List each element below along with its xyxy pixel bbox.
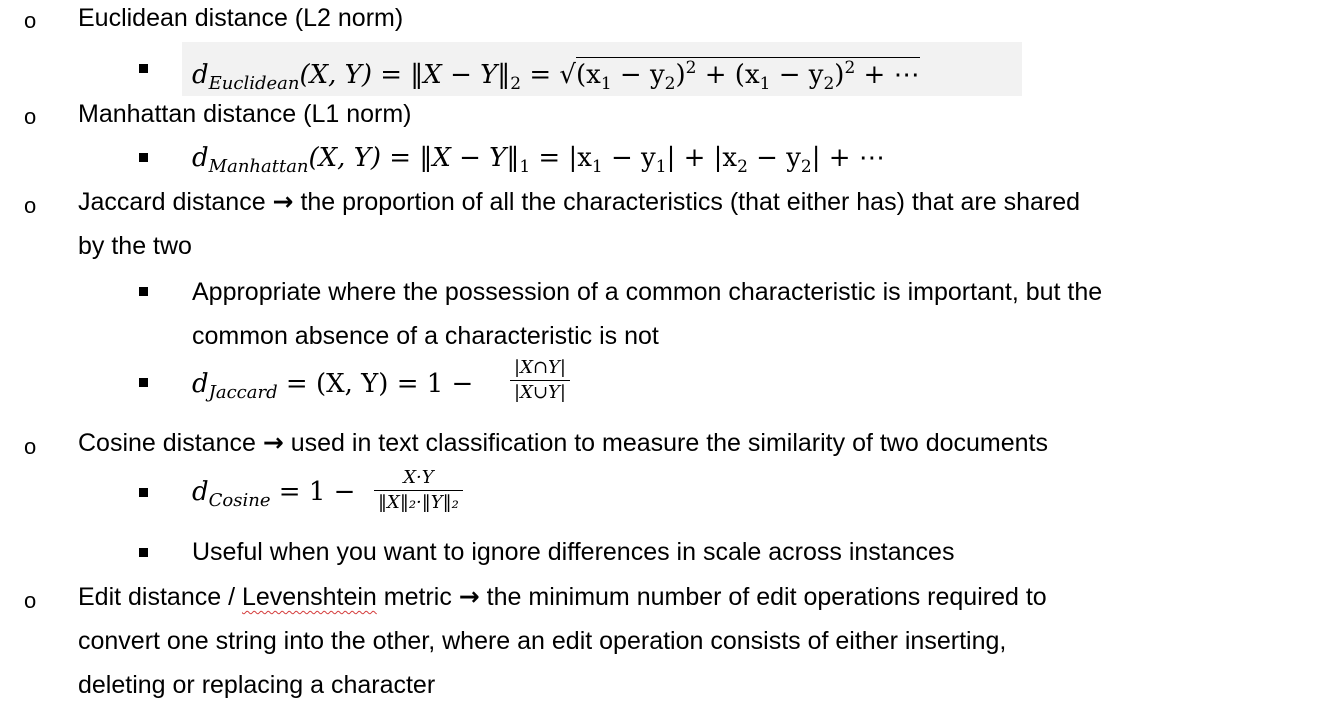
manhattan-formula: $d_{Manhattan}(X$, Y) = ‖X − $Y‖_1 = |x_1 - y_1| + |x_2 - y_2|$ + ⋯ <box>192 143 885 177</box>
arrow-right-icon: → <box>458 582 480 611</box>
jaccard-fraction <box>510 358 570 403</box>
fraction-line <box>374 490 463 491</box>
cosine-numerator: X·Y <box>403 467 434 488</box>
cosine-fraction <box>374 468 463 513</box>
cosine-title: Cosine distance → used in text classification to measure the similarity of two documents <box>78 428 1049 457</box>
bullet-square <box>139 287 148 296</box>
cosine-note: Useful when you want to ignore differences in scale across instances <box>192 538 955 566</box>
bullet-circle: o <box>24 8 37 33</box>
euclidean-title: Euclidean distance (L2 norm) <box>78 4 404 32</box>
jaccard-note-line2: common absence of a characteristic is not <box>192 322 659 350</box>
jaccard-formula: $d_{Jaccard} = (X$, Y) = 1 − <box>192 369 474 403</box>
cosine-formula: $d_{Cosine} = 1$ − <box>192 477 356 511</box>
manhattan-title: Manhattan distance (L1 norm) <box>78 100 412 128</box>
edit-line3: deleting or replacing a character <box>78 671 436 699</box>
bullet-circle: o <box>24 588 37 613</box>
jaccard-numerator: |X∩Y| <box>514 357 566 378</box>
cosine-denominator: ‖X‖₂·‖Y‖₂ <box>378 492 459 513</box>
bullet-square <box>139 64 148 73</box>
fraction-line <box>510 380 570 381</box>
bullet-square <box>139 488 148 497</box>
arrow-right-icon: → <box>262 428 284 457</box>
bullet-circle: o <box>24 434 37 459</box>
edit-line2: convert one string into the other, where an edit operation consists of either inserting, <box>78 627 1007 655</box>
jaccard-note-line1: Appropriate where the possession of a common characteristic is important, but the <box>192 278 1103 306</box>
euclidean-formula: $d_{Euclidean}(X$, Y) = ‖X − $Y‖_2 = √(x_1 - y_2)^2 + (x_1 - y_2)^2$ + ⋯ <box>192 58 920 94</box>
spellcheck-underline: Levenshtein <box>241 583 377 611</box>
bullet-square <box>139 153 148 162</box>
bullet-circle: o <box>24 104 37 129</box>
jaccard-denominator: |X∪Y| <box>514 382 566 403</box>
edit-title: Edit distance / Levenshtein metric → the minimum number of edit operations required to <box>78 582 1047 611</box>
bullet-circle: o <box>24 193 37 218</box>
bullet-square <box>139 378 148 387</box>
jaccard-title: Jaccard distance → the proportion of all the characteristics (that either has) that are shared <box>78 187 1081 216</box>
arrow-right-icon: → <box>272 187 294 216</box>
bullet-square <box>139 548 148 557</box>
jaccard-title-line2: by the two <box>78 232 192 260</box>
